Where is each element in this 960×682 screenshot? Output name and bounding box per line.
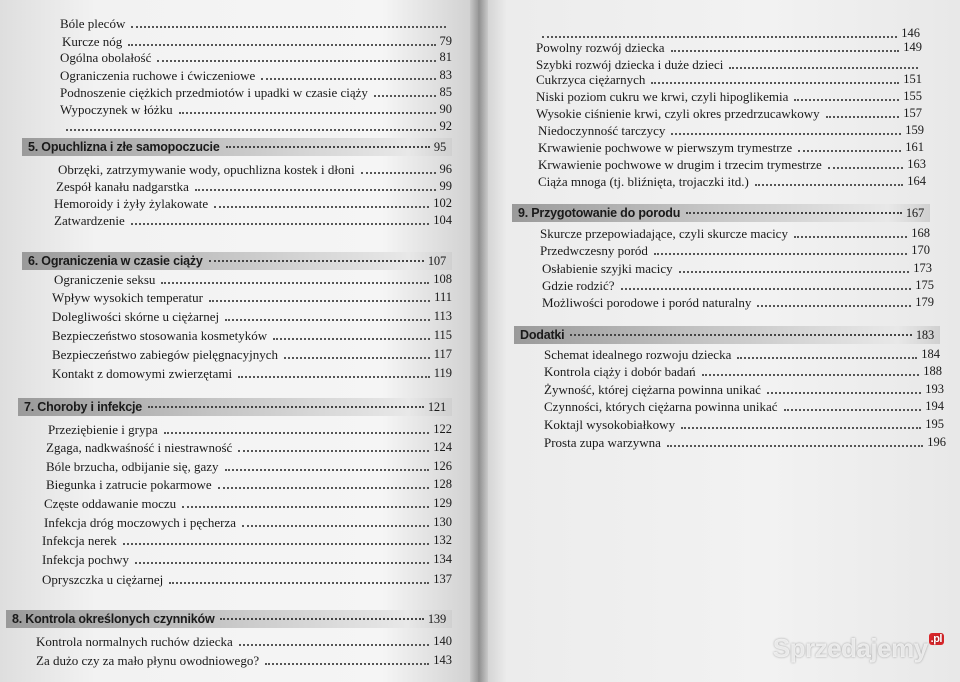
watermark-logo [773, 633, 944, 664]
toc-title: Powolny rozwój dziecka [536, 40, 665, 55]
toc-title: 8. Kontrola określonych czynników [12, 612, 215, 626]
toc-title: 7. Choroby i infekcje [24, 400, 143, 414]
toc-title: Ogólna obolałość [60, 50, 152, 65]
toc-page-number: 129 [433, 496, 452, 510]
toc-leader-dots [225, 469, 430, 471]
toc-leader-dots [238, 376, 430, 378]
toc-page-number: 179 [915, 295, 934, 309]
toc-page-number: 163 [907, 157, 926, 171]
toc-entry-bole-plecow [60, 16, 450, 31]
toc-entry-bezpieczenstwo-zabiegow-pielegnacyjnych [52, 347, 452, 362]
toc-page-number: 108 [433, 272, 452, 286]
toc-title: Ciąża mnoga (tj. bliźnięta, trojaczki itd.) [538, 174, 749, 189]
toc-leader-dots [242, 525, 429, 527]
watermark-brand: Sprzedajemy [772, 633, 928, 663]
toc-title: Za dużo czy za mało płynu owodniowego? [36, 653, 260, 668]
toc-leader-dots [214, 206, 429, 208]
toc-page-number: 193 [925, 382, 944, 396]
toc-page-number: 79 [439, 34, 452, 48]
toc-title: Podnoszenie ciężkich przedmiotów i upadki w czasie ciąży [60, 85, 368, 100]
toc-entry-kurcze-nog [62, 34, 452, 49]
toc-page-number: 96 [439, 162, 452, 176]
toc-entry-entry-0 [536, 26, 920, 41]
toc-title: Dodatki [520, 328, 565, 342]
toc-leader-dots [128, 44, 435, 46]
toc-leader-dots [182, 506, 429, 508]
toc-title: Niedoczynność tarczycy [538, 123, 666, 138]
toc-entry-czeste-oddawanie-moczu [44, 496, 452, 511]
toc-entry-krwawienie-pochwowe-w-pierwszym-trymestr [538, 140, 924, 155]
toc-entry-wypoczynek-w-lozku [60, 102, 452, 117]
toc-entry-przedwczesny-porod [540, 243, 930, 258]
toc-page-number: 175 [915, 278, 934, 292]
toc-leader-dots [157, 60, 435, 62]
toc-title: Ograniczenie seksu [54, 272, 156, 287]
toc-entry-bole-brzucha-odbijanie-sie-gazy [46, 459, 452, 474]
toc-leader-dots [784, 409, 922, 411]
toc-section-5-opuchlizna-i-zle-samopoczucie [22, 138, 452, 156]
toc-title: Osłabienie szyjki macicy [542, 261, 673, 276]
toc-leader-dots [570, 334, 911, 336]
toc-leader-dots [681, 427, 921, 429]
toc-title: Szybki rozwój dziecka i duże dzieci [536, 57, 724, 72]
toc-title: Skurcze przepowiadające, czyli skurcze macicy [540, 226, 788, 241]
toc-page-number: 134 [433, 552, 452, 566]
toc-leader-dots [667, 445, 923, 447]
toc-section-6-ograniczenia-w-czasie-ciazy [22, 252, 452, 270]
toc-page-number: 107 [427, 253, 446, 268]
toc-leader-dots [374, 95, 436, 97]
toc-leader-dots [209, 260, 424, 262]
toc-title: Prosta zupa warzywna [544, 435, 661, 450]
toc-title: Koktajl wysokobiałkowy [544, 417, 676, 432]
toc-entry-powolny-rozwoj-dziecka [536, 40, 922, 55]
toc-title: Niski poziom cukru we krwi, czyli hipoglikemia [536, 89, 789, 104]
toc-leader-dots [828, 167, 904, 169]
toc-entry-cukrzyca-ciezarnych [536, 72, 922, 87]
toc-entry-dolegliwosci-skorne-u-ciezarnej [52, 309, 452, 324]
toc-entry-obrzeki-zatrzymywanie-wody-opuchlizna-ko [58, 162, 452, 177]
toc-title: Wysokie ciśnienie krwi, czyli okres przedrzucawkowy [536, 106, 820, 121]
toc-entry-przeziebienie-i-grypa [48, 422, 452, 437]
toc-page-number: 113 [433, 309, 452, 323]
toc-page-number: 168 [911, 226, 930, 240]
toc-entry-koktajl-wysokobialkowy [544, 417, 944, 432]
toc-entry-biegunka-i-zatrucie-pokarmowe [46, 477, 452, 492]
toc-leader-dots [794, 236, 907, 238]
toc-leader-dots [651, 82, 899, 84]
toc-leader-dots [135, 562, 429, 564]
toc-title: Obrzęki, zatrzymywanie wody, opuchlizna kostek i dłoni [58, 162, 355, 177]
toc-entry-entry-6 [60, 119, 452, 134]
toc-leader-dots [757, 305, 911, 307]
toc-page-number: 95 [433, 139, 446, 154]
toc-entry-szybki-rozwoj-dziecka-i-duze-dzieci [536, 57, 922, 72]
toc-title: Wpływ wysokich temperatur [52, 290, 203, 305]
toc-entry-infekcja-nerek [42, 533, 452, 548]
toc-title: Wypoczynek w łóżku [60, 102, 173, 117]
toc-entry-ograniczenie-seksu [54, 272, 452, 287]
toc-title: 5. Opuchlizna i złe samopoczucie [28, 140, 220, 154]
toc-title: Bóle brzucha, odbijanie się, gazy [46, 459, 219, 474]
toc-page-number: 184 [921, 347, 940, 361]
toc-page-number: 130 [433, 515, 452, 529]
left-page [0, 0, 478, 682]
toc-page-number: 132 [433, 533, 452, 547]
toc-entry-wysokie-cisnienie-krwi-czyli-okres-przed [536, 106, 922, 121]
toc-leader-dots [169, 582, 429, 584]
toc-entry-wplyw-wysokich-temperatur [52, 290, 452, 305]
toc-title: Żywność, której ciężarna powinna unikać [544, 382, 761, 397]
toc-entry-prosta-zupa-warzywna [544, 435, 946, 450]
toc-page-number: 149 [903, 40, 922, 54]
toc-leader-dots [671, 133, 901, 135]
toc-section-9-przygotowanie-do-porodu [512, 204, 930, 222]
toc-page-number: 140 [433, 634, 452, 648]
toc-leader-dots [737, 357, 917, 359]
toc-page-number: 121 [427, 399, 446, 414]
toc-page-number: 128 [433, 477, 452, 491]
toc-entry-ogolna-obolalosc [60, 50, 452, 65]
toc-leader-dots [671, 50, 900, 52]
toc-page-number: 83 [439, 68, 452, 82]
toc-page-number: 194 [925, 399, 944, 413]
toc-title: Zgaga, nadkwaśność i niestrawność [46, 440, 233, 455]
toc-leader-dots [798, 150, 901, 152]
toc-title: Zatwardzenie [54, 213, 125, 228]
toc-title: Infekcja dróg moczowych i pęcherza [44, 515, 237, 530]
toc-leader-dots [209, 300, 430, 302]
toc-leader-dots [66, 129, 436, 131]
toc-leader-dots [794, 99, 899, 101]
toc-entry-oslabienie-szyjki-macicy [542, 261, 932, 276]
toc-title: 9. Przygotowanie do porodu [518, 206, 681, 220]
toc-page-number: 196 [927, 435, 946, 449]
toc-title: Możliwości porodowe i poród naturalny [542, 295, 752, 310]
toc-leader-dots [284, 357, 430, 359]
toc-entry-krwawienie-pochwowe-w-drugim-i-trzecim-t [538, 157, 926, 172]
toc-entry-skurcze-przepowiadajace-czyli-skurcze-ma [540, 226, 930, 241]
toc-leader-dots [261, 78, 435, 80]
toc-leader-dots [179, 112, 436, 114]
book-spine [470, 0, 488, 682]
toc-section-7-choroby-i-infekcje [18, 398, 452, 416]
toc-entry-kontrola-ciazy-i-dobor-badan [544, 364, 942, 379]
toc-title: Bóle pleców [60, 16, 126, 31]
toc-leader-dots [686, 212, 902, 214]
toc-entry-zgaga-nadkwasnosc-i-niestrawnosc [46, 440, 452, 455]
toc-page-number: 122 [433, 422, 452, 436]
toc-leader-dots [542, 36, 897, 38]
toc-title: Przeziębienie i grypa [48, 422, 158, 437]
toc-entry-mozliwosci-porodowe-i-porod-naturalny [542, 295, 934, 310]
toc-title: Ograniczenia ruchowe i ćwiczeniowe [60, 68, 256, 83]
toc-title: Infekcja pochwy [42, 552, 129, 567]
toc-title: Częste oddawanie moczu [44, 496, 177, 511]
toc-page-number: 161 [905, 140, 924, 154]
toc-title: Krwawienie pochwowe w pierwszym trymestrze [538, 140, 793, 155]
toc-page-number: 85 [439, 85, 452, 99]
toc-page-number: 104 [433, 213, 452, 227]
toc-page-number: 115 [433, 328, 452, 342]
toc-page-number: 102 [433, 196, 452, 210]
toc-leader-dots [826, 116, 900, 118]
toc-entry-niski-poziom-cukru-we-krwi-czyli-hipogli [536, 89, 922, 104]
toc-title: Bezpieczeństwo zabiegów pielęgnacyjnych [52, 347, 278, 362]
toc-leader-dots [679, 271, 910, 273]
toc-page-number: 124 [433, 440, 452, 454]
toc-title: Kontrola ciąży i dobór badań [544, 364, 696, 379]
toc-leader-dots [131, 26, 446, 28]
toc-title: Gdzie rodzić? [542, 278, 615, 293]
toc-leader-dots [195, 189, 436, 191]
toc-page-number: 90 [439, 102, 452, 116]
toc-page-number: 164 [907, 174, 926, 188]
toc-title: Czynności, których ciężarna powinna unikać [544, 399, 778, 414]
toc-leader-dots [226, 146, 430, 148]
toc-entry-bezpieczenstwo-stosowania-kosmetykow [52, 328, 452, 343]
toc-leader-dots [148, 406, 424, 408]
toc-leader-dots [273, 338, 430, 340]
toc-entry-ograniczenia-ruchowe-i-cwiczeniowe [60, 68, 452, 83]
toc-title: Bezpieczeństwo stosowania kosmetyków [52, 328, 268, 343]
toc-leader-dots [220, 618, 423, 620]
toc-leader-dots [729, 67, 918, 69]
toc-title: 6. Ograniczenia w czasie ciąży [28, 254, 203, 268]
toc-title: Kontrola normalnych ruchów dziecka [36, 634, 233, 649]
toc-leader-dots [131, 223, 430, 225]
toc-page-number: 173 [913, 261, 932, 275]
toc-page-number: 117 [433, 347, 452, 361]
right-page [478, 0, 960, 682]
toc-page-number: 111 [434, 290, 452, 304]
toc-leader-dots [164, 432, 430, 434]
toc-entry-gdzie-rodzic [542, 278, 934, 293]
toc-title: Zespół kanału nadgarstka [56, 179, 189, 194]
toc-leader-dots [161, 282, 429, 284]
toc-page-number: 126 [433, 459, 452, 473]
toc-entry-zespol-kanalu-nadgarstka [56, 179, 452, 194]
toc-page-number: 155 [903, 89, 922, 103]
toc-leader-dots [265, 663, 429, 665]
toc-leader-dots [239, 644, 430, 646]
toc-title: Dolegliwości skórne u ciężarnej [52, 309, 220, 324]
toc-entry-czynnosci-ktorych-ciezarna-powinna-unika [544, 399, 944, 414]
toc-page-number: 170 [911, 243, 930, 257]
toc-page-number: 195 [925, 417, 944, 431]
toc-page-number: 167 [905, 205, 924, 220]
toc-leader-dots [702, 374, 920, 376]
toc-leader-dots [621, 288, 912, 290]
toc-entry-niedoczynnosc-tarczycy [538, 123, 924, 138]
toc-entry-ciaza-mnoga-tj-bliznieta-trojaczki-itd [538, 174, 926, 189]
toc-leader-dots [767, 392, 921, 394]
toc-page-number: 143 [433, 653, 452, 667]
toc-entry-opryszczka-u-ciezarnej [42, 572, 452, 587]
toc-entry-hemoroidy-i-zyly-zylakowate [54, 196, 452, 211]
toc-title: Cukrzyca ciężarnych [536, 72, 646, 87]
watermark-tld: .pl [930, 633, 942, 645]
toc-page-number: 92 [439, 119, 452, 133]
toc-title: Schemat idealnego rozwoju dziecka [544, 347, 732, 362]
toc-page-number: 146 [901, 26, 920, 40]
toc-page-number: 81 [439, 50, 452, 64]
toc-title: Kontakt z domowymi zwierzętami [52, 366, 233, 381]
toc-entry-zywnosc-ktorej-ciezarna-powinna-unikac [544, 382, 944, 397]
toc-page-number: 157 [903, 106, 922, 120]
toc-leader-dots [218, 487, 430, 489]
toc-title: Kurcze nóg [62, 34, 123, 49]
toc-section-dodatki [514, 326, 940, 344]
toc-page-number: 151 [903, 72, 922, 86]
toc-leader-dots [238, 450, 429, 452]
toc-entry-kontrola-normalnych-ruchow-dziecka [36, 634, 452, 649]
toc-page-number: 99 [439, 179, 452, 193]
toc-entry-za-duzo-czy-za-malo-plynu-owodniowego [36, 653, 452, 668]
toc-title: Infekcja nerek [42, 533, 117, 548]
toc-leader-dots [361, 172, 436, 174]
toc-entry-schemat-idealnego-rozwoju-dziecka [544, 347, 940, 362]
toc-leader-dots [225, 319, 430, 321]
toc-entry-infekcja-drog-moczowych-i-pecherza [44, 515, 452, 530]
toc-title: Hemoroidy i żyły żylakowate [54, 196, 209, 211]
toc-title: Biegunka i zatrucie pokarmowe [46, 477, 212, 492]
toc-entry-infekcja-pochwy [42, 552, 452, 567]
toc-section-8-kontrola-okreslonych-czynnikow [6, 610, 452, 628]
toc-page-number: 137 [433, 572, 452, 586]
toc-page-number: 119 [433, 366, 452, 380]
toc-title: Krwawienie pochwowe w drugim i trzecim trymestrze [538, 157, 822, 172]
toc-page-number: 183 [915, 327, 934, 342]
toc-entry-zatwardzenie [54, 213, 452, 228]
toc-title: Opryszczka u ciężarnej [42, 572, 164, 587]
toc-entry-podnoszenie-ciezkich-przedmiotow-i-upadk [60, 85, 452, 100]
toc-title: Przedwczesny poród [540, 243, 648, 258]
toc-leader-dots [755, 184, 903, 186]
toc-leader-dots [123, 543, 430, 545]
toc-page-number: 188 [923, 364, 942, 378]
toc-entry-kontakt-z-domowymi-zwierzetami [52, 366, 452, 381]
toc-page-number: 159 [905, 123, 924, 137]
toc-leader-dots [654, 253, 907, 255]
toc-page-number: 139 [427, 611, 446, 626]
